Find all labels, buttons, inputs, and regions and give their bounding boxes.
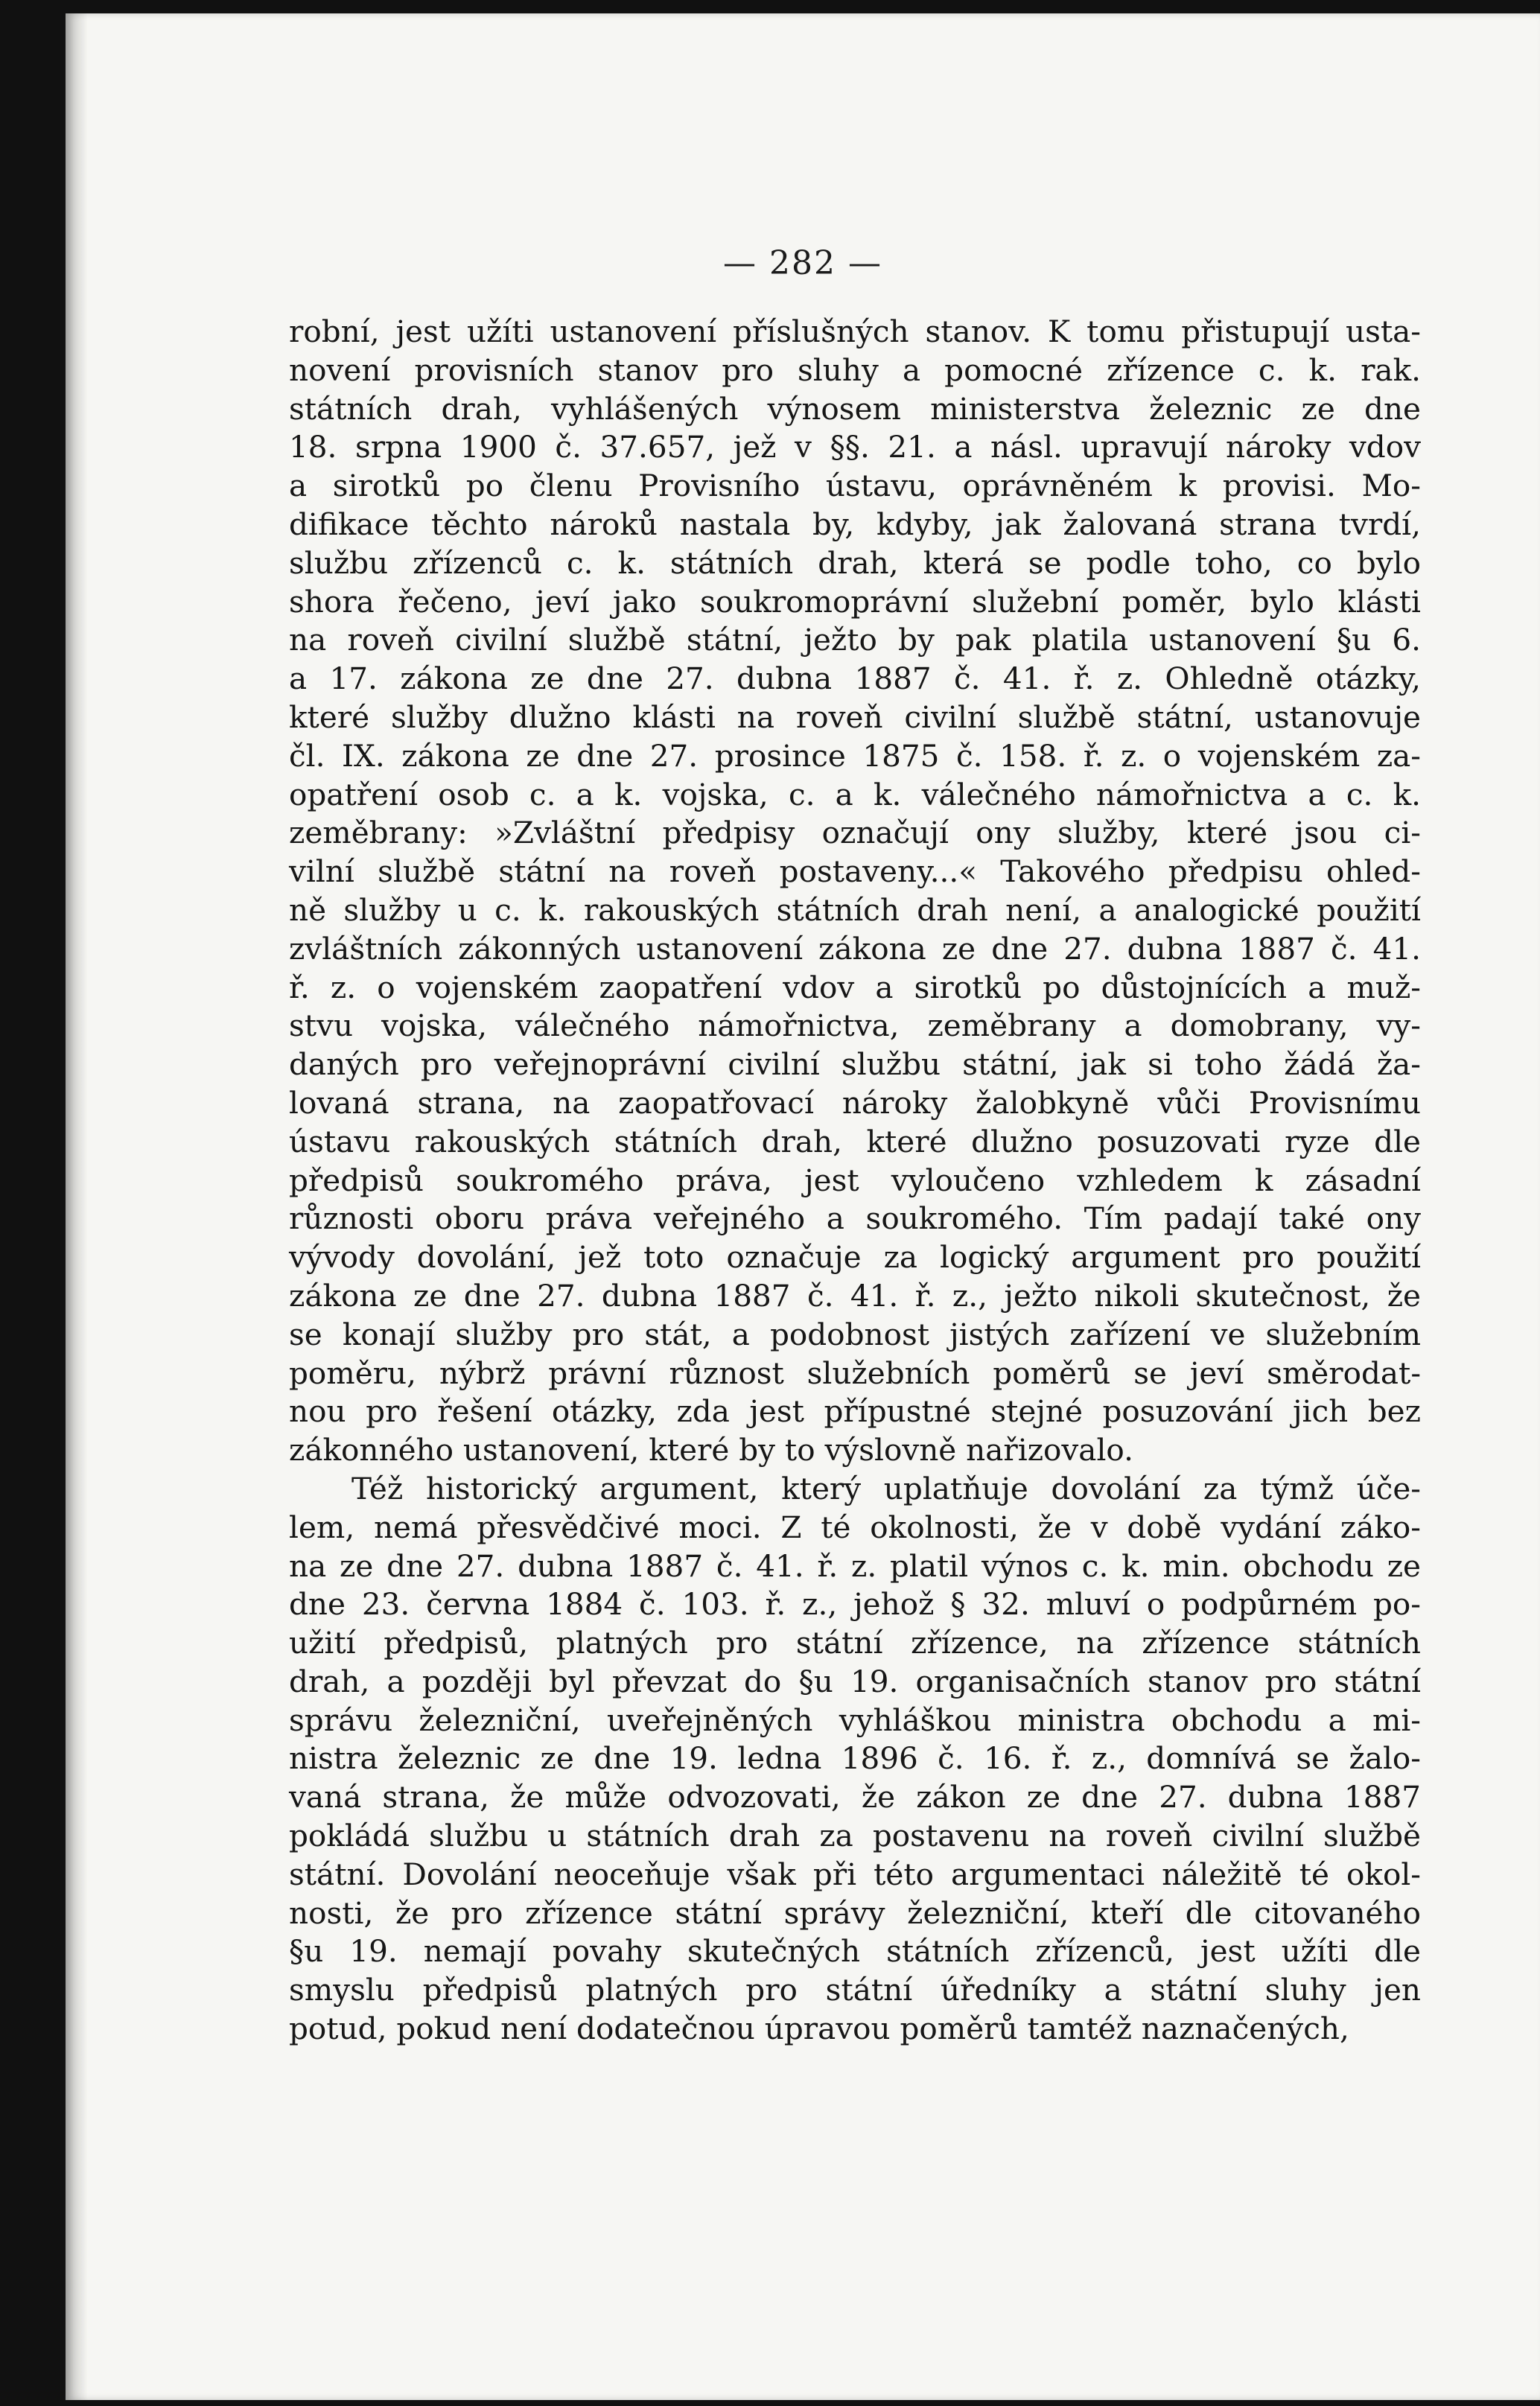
text-line: stvu vojska, válečného námořnictva, zeměbrany a domobrany, vy- bbox=[289, 1008, 1421, 1044]
spine-shadow bbox=[66, 13, 88, 2400]
text-line: různosti oboru práva veřejného a soukromého. Tím padají také ony bbox=[289, 1200, 1421, 1237]
text-line: vilní službě státní na roveň postaveny...« Takového předpisu ohled- bbox=[289, 853, 1421, 890]
text-line: ně služby u c. k. rakouských státních drah není, a analogické použití bbox=[289, 891, 1421, 928]
text-line: zákona ze dne 27. dubna 1887 č. 41. ř. z., ježto nikoli skutečnost, že bbox=[289, 1277, 1421, 1314]
text-line: na roveň civilní službě státní, ježto by pak platila ustanovení §u 6. bbox=[289, 622, 1421, 658]
text-line: které služby dlužno klásti na roveň civilní službě státní, ustanovuje bbox=[289, 698, 1421, 735]
text-line: zeměbrany: »Zvláštní předpisy označují ony služby, které jsou ci- bbox=[289, 815, 1421, 851]
text-line: vývody dovolání, jež toto označuje za logický argument pro použití bbox=[289, 1239, 1421, 1276]
body-text bbox=[289, 313, 1421, 2049]
text-line: státní. Dovolání neoceňuje však při této argumentaci náležitě té okol- bbox=[289, 1856, 1421, 1892]
text-line: difikace těchto nároků nastala by, kdyby, jak žalovaná strana tvrdí, bbox=[289, 506, 1421, 542]
text-line: ústavu rakouských státních drah, které dlužno posuzovati ryze dle bbox=[289, 1123, 1421, 1159]
text-line: zvláštních zákonných ustanovení zákona ze dne 27. dubna 1887 č. 41. bbox=[289, 930, 1421, 967]
text-line: drah, a později byl převzat do §u 19. organisačních stanov pro státní bbox=[289, 1663, 1421, 1699]
text-line: §u 19. nemají povahy skutečných státních zřízenců, jest užíti dle bbox=[289, 1933, 1421, 1970]
text-line: na ze dne 27. dubna 1887 č. 41. ř. z. platil výnos c. k. min. obchodu ze bbox=[289, 1547, 1421, 1584]
text-line: státních drah, vyhlášených výnosem ministerstva železnic ze dne bbox=[289, 390, 1421, 427]
text-line: nou pro řešení otázky, zda jest přípustné stejné posuzování jich bez bbox=[289, 1393, 1421, 1430]
text-line: a 17. zákona ze dne 27. dubna 1887 č. 41. ř. z. Ohledně otázky, bbox=[289, 661, 1421, 697]
text-line: a sirotků po členu Provisního ústavu, oprávněném k provisi. Mo- bbox=[289, 468, 1421, 504]
text-line: poměru, nýbrž právní různost služebních poměrů se jeví směrodat- bbox=[289, 1355, 1421, 1391]
text-line: smyslu předpisů platných pro státní úředníky a státní sluhy jen bbox=[289, 1972, 1421, 2008]
text-line: 18. srpna 1900 č. 37.657, jež v §§. 21. a násl. upravují nároky vdov bbox=[289, 429, 1421, 465]
text-line: pokládá službu u státních drah za postavenu na roveň civilní službě bbox=[289, 1818, 1421, 1854]
text-line: lem, nemá přesvědčivé moci. Z té okolnosti, že v době vydání záko- bbox=[289, 1509, 1421, 1545]
text-line: shora řečeno, jeví jako soukromoprávní služební poměr, bylo klásti bbox=[289, 583, 1421, 620]
paragraph-p1 bbox=[289, 313, 1421, 1470]
text-line: dne 23. června 1884 č. 103. ř. z., jehož § 32. mluví o podpůrném po- bbox=[289, 1586, 1421, 1623]
text-line: službu zřízenců c. k. státních drah, která se podle toho, co bylo bbox=[289, 544, 1421, 581]
text-line: zákonného ustanovení, které by to výslovně nařizovalo. bbox=[289, 1432, 1133, 1468]
text-line: správu železniční, uveřejněných vyhláškou ministra obchodu a mi- bbox=[289, 1702, 1421, 1738]
page-number: — 282 — bbox=[723, 244, 882, 282]
text-line: nosti, že pro zřízence státní správy železniční, kteří dle citovaného bbox=[289, 1894, 1421, 1931]
text-line: se konají služby pro stát, a podobnost jistých zařízení ve služebním bbox=[289, 1316, 1421, 1352]
text-line: daných pro veřejnoprávní civilní službu státní, jak si toho žádá ža- bbox=[289, 1046, 1421, 1083]
text-line: předpisů soukromého práva, jest vyloučeno vzhledem k zásadní bbox=[289, 1162, 1421, 1198]
text-line: potud, pokud není dodatečnou úpravou poměrů tamtéž naznačených, bbox=[289, 2011, 1349, 2047]
paragraph-p2 bbox=[289, 1470, 1421, 2049]
text-line: opatření osob c. a k. vojska, c. a k. válečného námořnictva a c. k. bbox=[289, 776, 1421, 812]
text-line: užití předpisů, platných pro státní zřízence, na zřízence státních bbox=[289, 1625, 1421, 1661]
text-line: Též historický argument, který uplatňuje dovolání za týmž úče- bbox=[351, 1470, 1421, 1506]
text-line: novení provisních stanov pro sluhy a pomocné zřízence c. k. rak. bbox=[289, 351, 1421, 388]
text-line: ř. z. o vojenském zaopatření vdov a sirotků po důstojnících a muž- bbox=[289, 969, 1421, 1005]
text-line: robní, jest užíti ustanovení příslušných stanov. K tomu přistupují usta- bbox=[289, 314, 1421, 349]
text-line: čl. IX. zákona ze dne 27. prosince 1875 č. 158. ř. z. o vojenském za- bbox=[289, 737, 1421, 774]
text-line: lovaná strana, na zaopatřovací nároky žalobkyně vůči Provisnímu bbox=[289, 1084, 1421, 1121]
text-line: nistra železnic ze dne 19. ledna 1896 č. 16. ř. z., domnívá se žalo- bbox=[289, 1740, 1421, 1777]
text-line: vaná strana, že může odvozovati, že zákon ze dne 27. dubna 1887 bbox=[289, 1779, 1421, 1815]
